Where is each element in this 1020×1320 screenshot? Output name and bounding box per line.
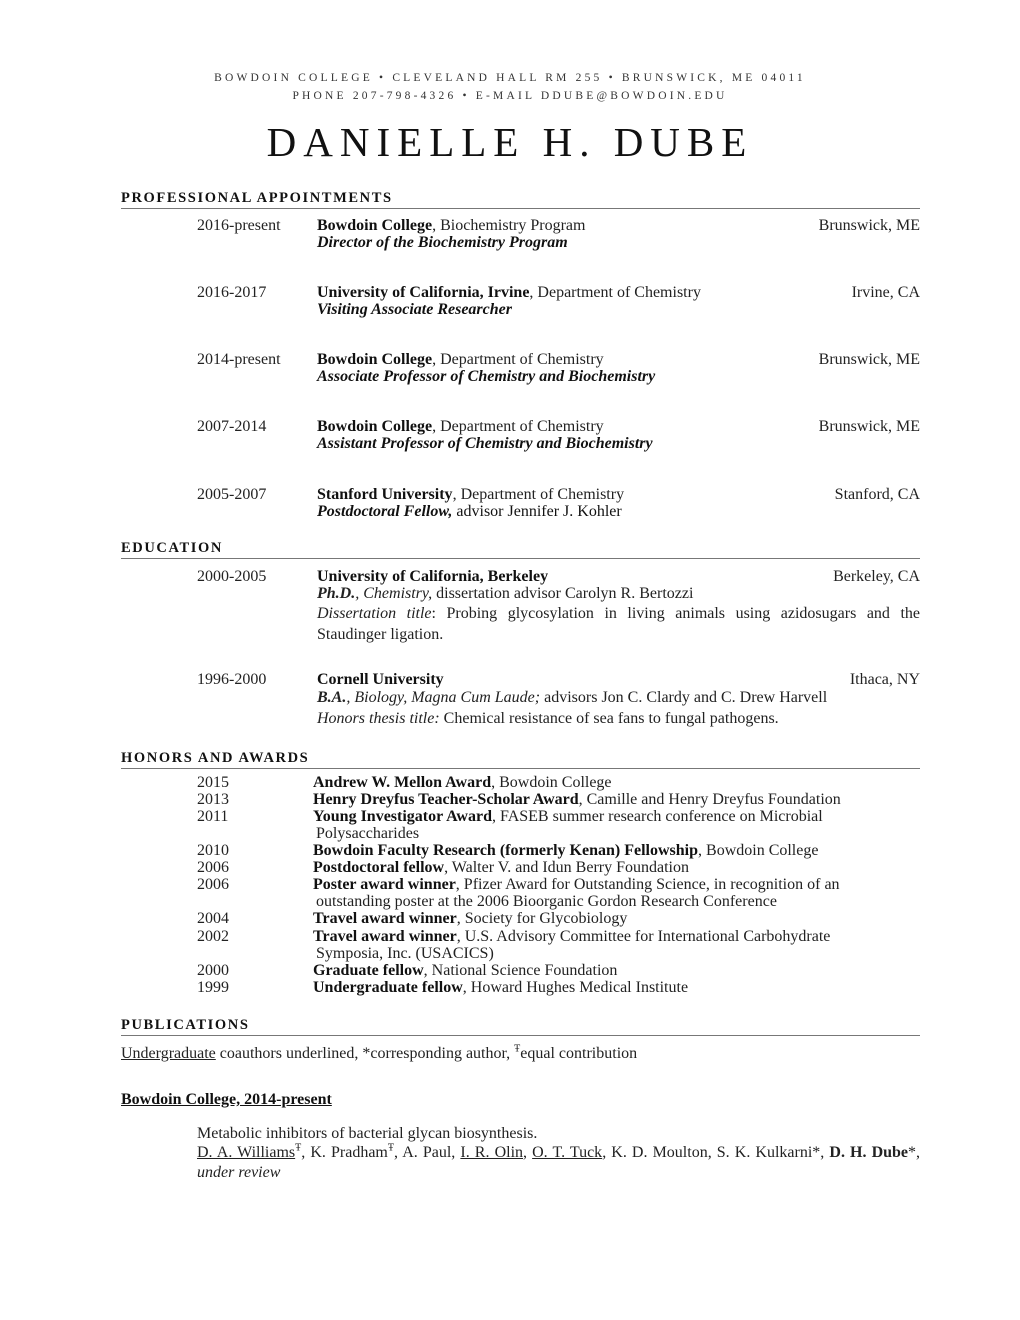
entry-institution [317, 568, 548, 586]
honor-detail: , Pfizer Award for Outstanding Science, in recognition of an [455, 876, 840, 893]
honor-item [313, 842, 913, 859]
honor-detail: , FASEB summer research conference on Microbial [491, 808, 823, 825]
honor-year: 1999 [197, 979, 229, 996]
publication-title: Metabolic inhibitors of bacterial glycan biosynthesis. [197, 1125, 538, 1142]
honor-title: Young Investigator Award [313, 808, 492, 825]
section-heading-label: PROFESSIONAL APPOINTMENTS [121, 190, 393, 206]
entry-years: 2005-2007 [197, 486, 267, 503]
entry-thesis [317, 710, 779, 728]
author-undergraduate: I. R. Olin [460, 1144, 524, 1161]
department: , Department of Chemistry [432, 351, 604, 368]
department: , Department of Chemistry [529, 284, 701, 301]
honor-item [313, 859, 913, 876]
entry-years: 2016-2017 [197, 284, 267, 301]
honor-title: Andrew W. Mellon Award [313, 774, 492, 791]
institution-name: University of California, Berkeley [317, 568, 549, 585]
entry-years: 2016-present [197, 217, 281, 234]
section-heading-publications [121, 1015, 920, 1036]
author-text: , [523, 1144, 533, 1161]
section-heading-education [121, 538, 920, 559]
honor-year: 2004 [197, 910, 229, 927]
institution-name: Bowdoin College [317, 418, 433, 435]
honor-year: 2010 [197, 842, 229, 859]
department: , Department of Chemistry [452, 486, 625, 503]
entry-location: Stanford, CA [834, 486, 920, 503]
author-text: , K. Pradham [301, 1144, 388, 1161]
entry-institution [317, 671, 444, 689]
honor-title: Henry Dreyfus Teacher-Scholar Award [313, 791, 579, 808]
honor-detail-continued: Symposia, Inc. (USACICS) [316, 945, 494, 962]
author-undergraduate: O. T. Tuck [532, 1144, 603, 1161]
honor-year: 2000 [197, 962, 229, 979]
entry-degree [317, 689, 827, 707]
honor-year: 2006 [197, 859, 229, 876]
entry-institution [317, 284, 701, 302]
contact-line: PHONE 207-798-4326 • E-MAIL DDUBE@BOWDOIN.EDU [292, 90, 728, 102]
equal-contribution-mark: Ŧ [387, 1142, 394, 1154]
entry-location: Brunswick, ME [818, 351, 920, 368]
entry-years: 2007-2014 [197, 418, 267, 435]
degree-name: Ph.D. [317, 585, 356, 602]
honor-detail: , Howard Hughes Medical Institute [462, 979, 689, 996]
legend-underlined: Undergraduate [121, 1045, 216, 1062]
role-title: Visiting Associate Researcher [317, 301, 512, 318]
thesis-title: Chemical resistance of sea fans to fungal pathogens. [439, 710, 779, 727]
entry-role [317, 503, 622, 521]
institution-name: Bowdoin College [317, 217, 433, 234]
honor-detail: , U.S. Advisory Committee for International Carbohydrate [456, 928, 831, 945]
entry-thesis [317, 603, 920, 645]
honor-detail: , National Science Foundation [423, 962, 618, 979]
honor-item [313, 808, 913, 842]
page-title: DANIELLE H. DUBE [266, 119, 754, 165]
honor-detail: , Bowdoin College [698, 842, 819, 859]
publication-status: under review [197, 1164, 281, 1181]
honor-title: Travel award winner [313, 928, 457, 945]
honor-year: 2006 [197, 876, 229, 893]
entry-years: 2000-2005 [197, 568, 267, 585]
entry-years: 2014-present [197, 351, 281, 368]
honor-detail-continued: outstanding poster at the 2006 Bioorganic Gordon Research Conference [316, 893, 777, 910]
institution-name: Bowdoin College [317, 351, 433, 368]
honor-detail: , Society for Glycobiology [456, 910, 628, 927]
entry-location: Berkeley, CA [833, 568, 920, 585]
honor-item [313, 979, 913, 996]
honor-title: Travel award winner [313, 910, 457, 927]
section-heading-appointments [121, 188, 920, 209]
degree-name: B.A. [317, 689, 347, 706]
section-heading-label: HONORS AND AWARDS [121, 750, 310, 766]
section-heading-honors [121, 748, 920, 769]
role-title: Postdoctoral Fellow, [317, 503, 453, 520]
entry-location: Brunswick, ME [818, 217, 920, 234]
honor-detail-continued: Polysaccharides [316, 825, 420, 842]
equal-contribution-mark: Ŧ [295, 1142, 302, 1154]
entry-institution [317, 418, 604, 436]
publications-legend [121, 1045, 637, 1063]
thesis-title: : Probing glycosylation in living animals using azidosugars and the Staudinger ligation. [317, 605, 920, 643]
honor-title: Undergraduate fellow [313, 979, 463, 996]
entry-role [317, 234, 568, 252]
honor-title: Graduate fellow [313, 962, 424, 979]
honor-year: 2013 [197, 791, 229, 808]
author-self: D. H. Dube [829, 1144, 909, 1161]
honor-year: 2002 [197, 928, 229, 945]
institution-name: University of California, Irvine [317, 284, 530, 301]
honor-item [313, 791, 913, 808]
author-undergraduate: D. A. Williams [197, 1144, 296, 1161]
degree-advisor: dissertation advisor Carolyn R. Bertozzi [432, 585, 694, 602]
publications-subheading: Bowdoin College, 2014-present [121, 1091, 332, 1108]
degree-field: , Biology, Magna Cum Laude; [346, 689, 541, 706]
author-text: , A. Paul, [393, 1144, 461, 1161]
entry-location: Brunswick, ME [818, 418, 920, 435]
honor-detail: , Bowdoin College [491, 774, 612, 791]
role-title: Assistant Professor of Chemistry and Biochemistry [317, 435, 653, 452]
entry-role [317, 368, 655, 386]
legend-end: equal contribution [520, 1045, 638, 1062]
honor-title: Poster award winner [313, 876, 456, 893]
author-text: , K. D. Moulton, S. K. Kulkarni*, [602, 1144, 830, 1161]
author-text: *, [908, 1144, 921, 1161]
entry-institution [317, 486, 624, 504]
entry-institution [317, 351, 604, 369]
address-line: BOWDOIN COLLEGE • CLEVELAND HALL RM 255 • BRUNSWICK, ME 04011 [214, 72, 806, 84]
honor-item [313, 876, 913, 910]
entry-degree [317, 585, 693, 603]
role-title: Director of the Biochemistry Program [317, 234, 568, 251]
section-heading-label: EDUCATION [121, 540, 223, 556]
institution-name: Stanford University [317, 486, 453, 503]
honor-year: 2011 [197, 808, 229, 825]
honor-item [313, 928, 913, 962]
thesis-label: Dissertation title [317, 605, 432, 622]
honor-detail: , Walter V. and Idun Berry Foundation [444, 859, 689, 876]
degree-field: , Chemistry, [355, 585, 433, 602]
role-title: Associate Professor of Chemistry and Biochemistry [317, 368, 656, 385]
institution-name: Cornell University [317, 671, 444, 688]
honor-year: 2015 [197, 774, 229, 791]
entry-institution [317, 217, 585, 235]
role-advisor: advisor Jennifer J. Kohler [452, 503, 622, 520]
honor-title: Postdoctoral fellow [313, 859, 445, 876]
equal-contribution-mark: Ŧ [514, 1043, 521, 1055]
honor-title: Bowdoin Faculty Research (formerly Kenan) Fellowship [313, 842, 699, 859]
legend-text: coauthors underlined, *corresponding author, [215, 1045, 515, 1062]
degree-advisor: advisors Jon C. Clardy and C. Drew Harvell [540, 689, 828, 706]
entry-location: Irvine, CA [851, 284, 920, 301]
honor-item [313, 962, 913, 979]
entry-role [317, 435, 653, 453]
department: , Biochemistry Program [432, 217, 586, 234]
department: , Department of Chemistry [432, 418, 604, 435]
section-heading-label: PUBLICATIONS [121, 1017, 250, 1033]
entry-role [317, 301, 512, 319]
honor-detail: , Camille and Henry Dreyfus Foundation [578, 791, 841, 808]
honor-item [313, 774, 913, 791]
honor-item [313, 910, 913, 927]
thesis-label: Honors thesis title: [317, 710, 440, 727]
entry-years: 1996-2000 [197, 671, 267, 688]
publication-authors [197, 1143, 920, 1183]
entry-location: Ithaca, NY [849, 671, 920, 688]
